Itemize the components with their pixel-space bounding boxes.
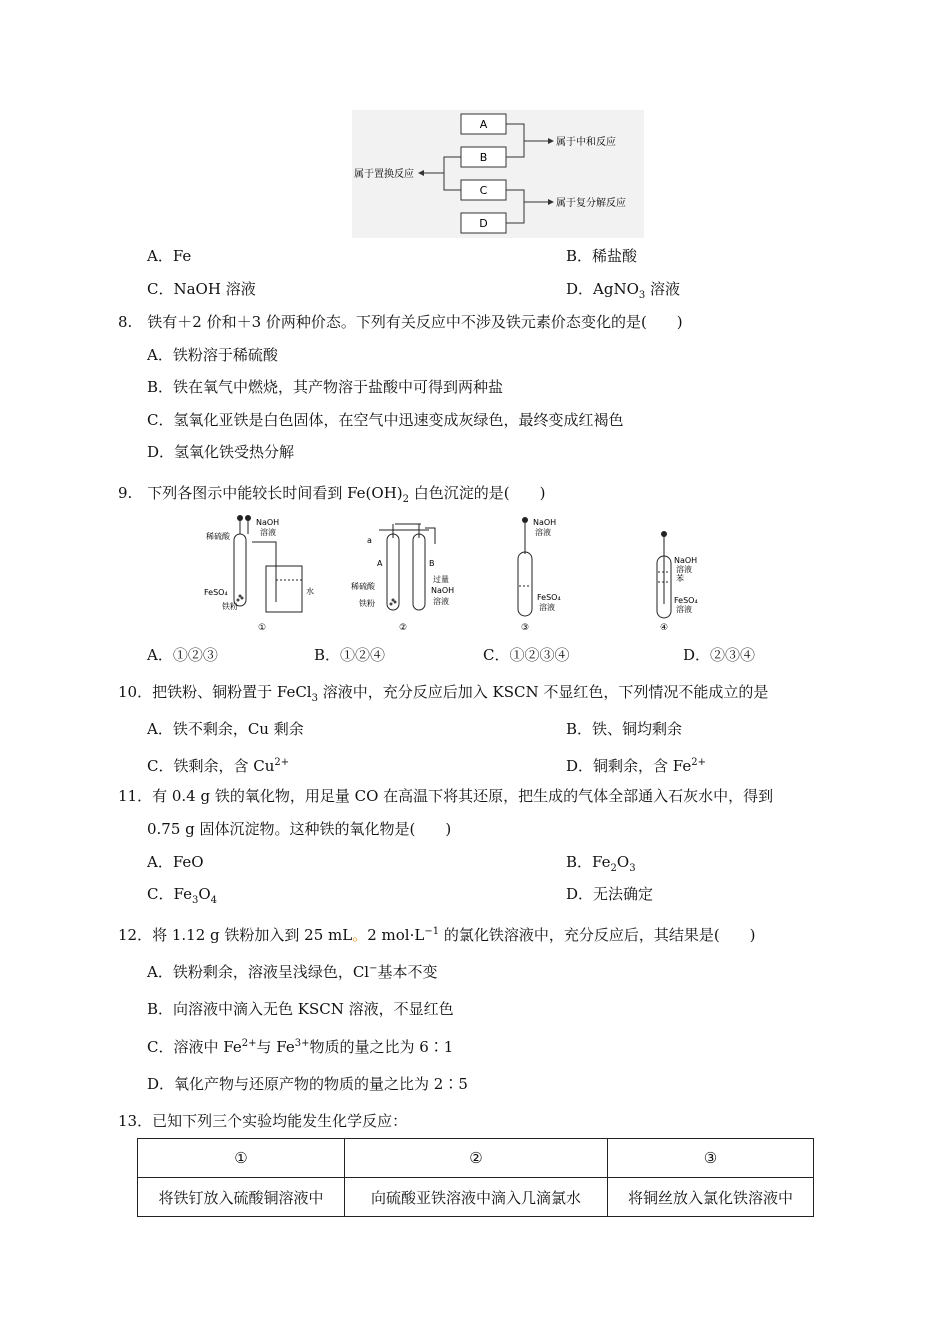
table-row <box>138 1178 814 1217</box>
box-d-label: D <box>479 217 488 230</box>
table-header-cell: ③ <box>608 1139 814 1178</box>
fig2-clip-a-label: a <box>367 536 372 545</box>
fig4-feso4-solution-label: 溶液 <box>676 605 692 614</box>
table-cell: 向硫酸亚铁溶液中滴入几滴氯水 <box>345 1178 608 1217</box>
apparatus-figure-3 <box>505 514 575 634</box>
fig2-excess-label: 过量 <box>433 575 449 584</box>
q7-option-d: D．AgNO$_3$ 溶液 <box>566 280 681 301</box>
q7-option-b: B．稀盐酸 <box>566 247 638 265</box>
q7-option-c: C．NaOH 溶液 <box>147 280 256 298</box>
q8-option-d: D．氢氧化铁受热分解 <box>147 443 295 461</box>
q12-option-a: A．铁粉剩余，溶液呈浅绿色，Cl−基本不变 <box>147 963 438 981</box>
fig3-feso4-solution-label: 溶液 <box>539 603 555 612</box>
q9-stem: 9. 下列各图示中能较长时间看到 $Fe(OH)_2$ 白色沉淀的是( ) <box>118 484 546 505</box>
q8-option-b: B．铁在氧气中燃烧，其产物溶于盐酸中可得到两种盐 <box>147 378 504 396</box>
apparatus-figure-2 <box>351 514 465 634</box>
table-header-cell: ② <box>345 1139 608 1178</box>
q9-option-c: C．①②③④ <box>483 646 570 664</box>
q11-option-b: B．$Fe_2O_3$ <box>566 853 636 874</box>
q12-option-c: C．溶液中 $Fe^{2+}$与 $Fe^{3+}$物质的量之比为 6∶1 <box>147 1038 454 1056</box>
fig1-acid-label: 稀硫酸 <box>206 532 230 541</box>
q10-option-b: B．铁、铜均剩余 <box>566 720 683 738</box>
q11-stem-line1: 11．有 0.4 g 铁的氧化物，用足量 CO 在高温下将其还原，把生成的气体全部通入石灰水中，得到 <box>118 787 774 805</box>
q9-option-a: A．①②③ <box>147 646 218 664</box>
fig4-naoh-label: NaOH <box>674 556 698 565</box>
double-decomposition-label: 属于复分解反应 <box>556 198 626 209</box>
fig2-number: ② <box>399 623 408 633</box>
fig3-naoh-label: NaOH <box>533 518 557 527</box>
q10-option-c: C．铁剩余，含 $Cu^{2+}$ <box>147 757 290 775</box>
q8-option-c: C．氢氧化亚铁是白色固体，在空气中迅速变成灰绿色，最终变成红褐色 <box>147 411 624 429</box>
reaction-classification-diagram <box>352 110 644 238</box>
fig1-number: ① <box>258 623 267 633</box>
q13-stem: 13．已知下列三个实验均能发生化学反应： <box>118 1112 408 1130</box>
q11-option-d: D．无法确定 <box>566 885 654 903</box>
apparatus-figure-4 <box>648 528 708 634</box>
fig1-feso4-label: FeSO₄ <box>204 588 228 597</box>
fig2-naoh-label: NaOH <box>431 586 455 595</box>
table-header-row <box>138 1139 814 1178</box>
fig4-feso4-label: FeSO₄ <box>674 596 698 605</box>
fig1-iron-label: 铁粉 <box>222 602 238 611</box>
table-header-cell: ① <box>138 1139 345 1178</box>
q12-option-b: B．向溶液中滴入无色 KSCN 溶液，不显红色 <box>147 1000 454 1018</box>
fig4-benzene-label: 苯 <box>676 574 684 583</box>
q8-option-a: A．铁粉溶于稀硫酸 <box>147 346 278 364</box>
fig2-iron-label: 铁粉 <box>359 599 375 608</box>
q10-option-d: D．铜剩余，含 $Fe^{2+}$ <box>566 757 707 775</box>
box-c-label: C <box>479 184 488 197</box>
displacement-label: 属于置换反应 <box>354 169 414 180</box>
experiments-table <box>137 1138 814 1217</box>
fig2-acid-label: 稀硫酸 <box>351 582 375 591</box>
fig1-naoh-label: NaOH <box>256 518 280 527</box>
table-cell: 将铁钉放入硫酸铜溶液中 <box>138 1178 345 1217</box>
fig4-number: ④ <box>660 623 669 633</box>
fig4-naoh-solution-label: 溶液 <box>676 565 692 574</box>
q12-stem: 12．将 1.12 g 铁粉加入到 25 mL。2 $mol\cdot L^{-1}$ 的氯化铁溶液中，充分反应后，其结果是( ) <box>118 926 756 944</box>
q11-option-c: C．$Fe_3O_4$ <box>147 885 218 906</box>
fig2-naoh-solution-label: 溶液 <box>433 597 449 606</box>
box-b-label: B <box>479 151 488 164</box>
q10-option-a: A．铁不剩余，Cu 剩余 <box>147 720 304 738</box>
table-cell: 将铜丝放入氯化铁溶液中 <box>608 1178 814 1217</box>
q8-stem: 8. 铁有＋2 价和＋3 价两种价态。下列有关反应中不涉及铁元素价态变化的是( ) <box>118 313 683 331</box>
fig3-naoh-solution-label: 溶液 <box>535 528 551 537</box>
fig1-water-label: 水 <box>306 587 314 596</box>
fig2-tube-b-label: B <box>429 559 435 568</box>
fig2-tube-a-label: A <box>377 559 383 568</box>
q10-stem: 10．把铁粉、铜粉置于 FeCl$_3$ 溶液中，充分反应后加入 KSCN 不显红色，下列情况不能成立的是 <box>118 683 769 704</box>
fig3-feso4-label: FeSO₄ <box>537 593 561 602</box>
apparatus-figure-1 <box>200 512 330 634</box>
q9-option-d: D．②③④ <box>683 646 756 664</box>
fig1-naoh-solution-label: 溶液 <box>260 528 276 537</box>
box-a-label: A <box>479 118 488 131</box>
neutralization-label: 属于中和反应 <box>556 137 616 148</box>
fig3-number: ③ <box>521 623 530 633</box>
q9-option-b: B．①②④ <box>314 646 386 664</box>
q7-option-a: A．Fe <box>147 247 192 265</box>
q11-option-a: A．FeO <box>147 853 204 871</box>
q12-option-d: D．氧化产物与还原产物的物质的量之比为 2∶5 <box>147 1075 468 1093</box>
q11-stem-line2: 0.75 g 固体沉淀物。这种铁的氧化物是( ) <box>147 820 452 838</box>
